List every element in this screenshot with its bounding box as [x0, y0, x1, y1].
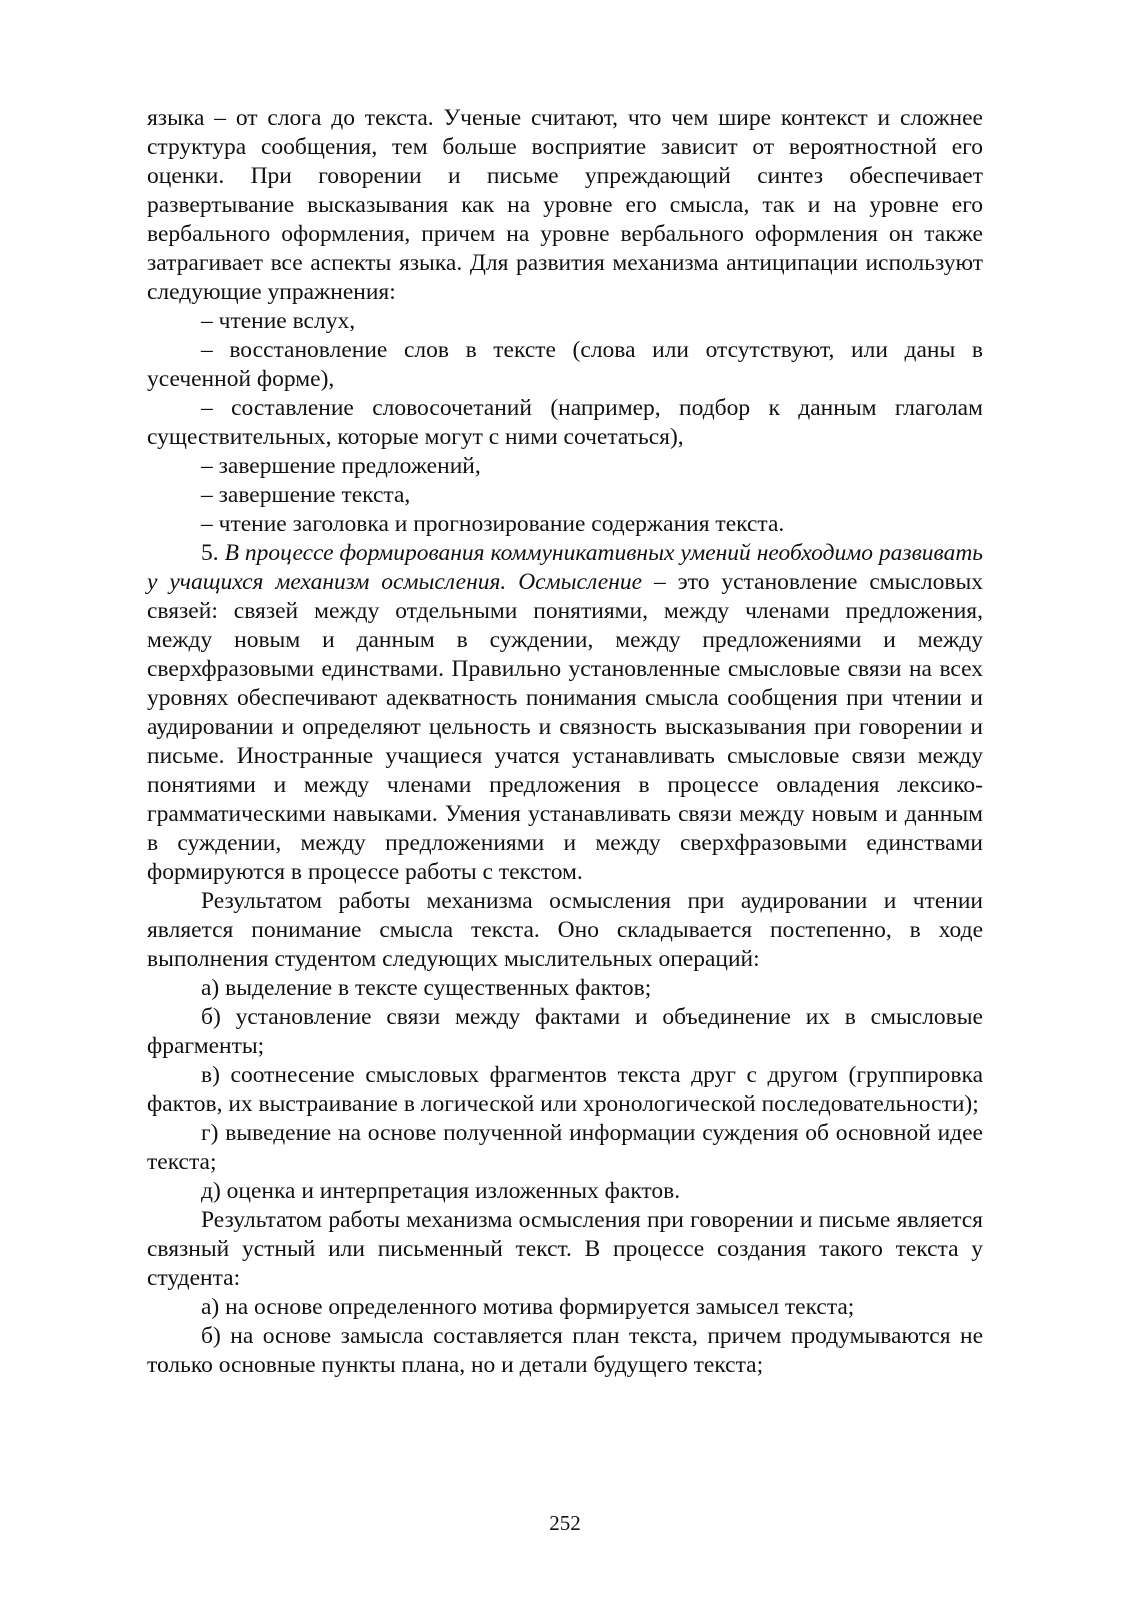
text-segment: г) выведение на основе полученной информации суждения об основной идее текста;	[147, 1120, 983, 1175]
text-segment: – чтение вслух,	[201, 308, 356, 334]
paragraph	[147, 1206, 983, 1293]
text-segment: б) на основе замысла составляется план текста, причем продумываются не только основные пункты плана, но и детали будущего текста;	[147, 1323, 983, 1378]
paragraph	[147, 452, 983, 481]
paragraph	[147, 394, 983, 452]
paragraph	[147, 1177, 983, 1206]
text-segment: – это установление смысловых связей: связей между отдельными понятиями, между членами предложения, между новым и данным в суждении, между предложениями и между сверхфразовыми единствами. Правильно установленные смысловые связи на всех уровнях обеспечивают адекватность понимания смысла сообщения при чтении и аудировании и определяют цельность и связность высказывания при говорении и письме. Иностранные учащиеся учатся устанавливать смысловые связи между понятиями и между членами предложения в процессе овладения лексико-грамматическими навыками. Умения устанавливать связи между новым и данным в суждении, между предложениями и между сверхфразовыми единствами формируются в процессе работы с текстом.	[147, 569, 983, 885]
text-segment: в) соотнесение смысловых фрагментов текста друг с другом (группировка фактов, их выстраивание в логической или хронологической последовательности);	[147, 1062, 983, 1117]
text-segment: д) оценка и интерпретация изложенных фактов.	[201, 1178, 681, 1204]
paragraph	[147, 1293, 983, 1322]
body-text	[147, 104, 983, 1380]
paragraph	[147, 104, 983, 307]
text-segment: – завершение текста,	[201, 482, 411, 508]
paragraph	[147, 974, 983, 1003]
text-segment: б) установление связи между фактами и объединение их в смысловые фрагменты;	[147, 1004, 983, 1059]
paragraph	[147, 336, 983, 394]
paragraph	[147, 1119, 983, 1177]
paragraph	[147, 887, 983, 974]
paragraph	[147, 1003, 983, 1061]
text-segment: 5.	[201, 540, 225, 566]
text-segment: – восстановление слов в тексте (слова или отсутствуют, или даны в усеченной форме),	[147, 337, 983, 392]
text-segment: – составление словосочетаний (например, подбор к данным глаголам существительных, которые могут с ними сочетаться),	[147, 395, 983, 450]
paragraph	[147, 510, 983, 539]
paragraph	[147, 307, 983, 336]
text-segment: а) на основе определенного мотива формируется замысел текста;	[201, 1294, 855, 1320]
text-segment: Результатом работы механизма осмысления при говорении и письме является связный устный или письменный текст. В процессе создания такого текста у студента:	[147, 1207, 983, 1291]
paragraph	[147, 1061, 983, 1119]
italic-text-segment: В процессе формирования коммуникативных умений необходимо развивать у учащихся механизм осмысления. Осмысление	[147, 540, 983, 595]
paragraph	[147, 481, 983, 510]
text-segment: – чтение заголовка и прогнозирование содержания текста.	[201, 511, 785, 537]
page-number: 252	[549, 1511, 581, 1535]
paragraph	[147, 1322, 983, 1380]
text-segment: а) выделение в тексте существенных фактов;	[201, 975, 652, 1001]
text-segment: языка – от слога до текста. Ученые считают, что чем шире контекст и сложнее структура сообщения, тем больше восприятие зависит от вероятностной его оценки. При говорении и письме упреждающий синтез обеспечивает развертывание высказывания как на уровне его смысла, так и на уровне его вербального оформления, причем на уровне вербального оформления он также затрагивает все аспекты языка. Для развития механизма антиципации используют следующие упражнения:	[147, 105, 983, 305]
text-segment: Результатом работы механизма осмысления при аудировании и чтении является понимание смысла текста. Оно складывается постепенно, в ходе выполнения студентом следующих мыслительных операций:	[147, 888, 983, 972]
paragraph	[147, 539, 983, 887]
text-segment: – завершение предложений,	[201, 453, 481, 479]
